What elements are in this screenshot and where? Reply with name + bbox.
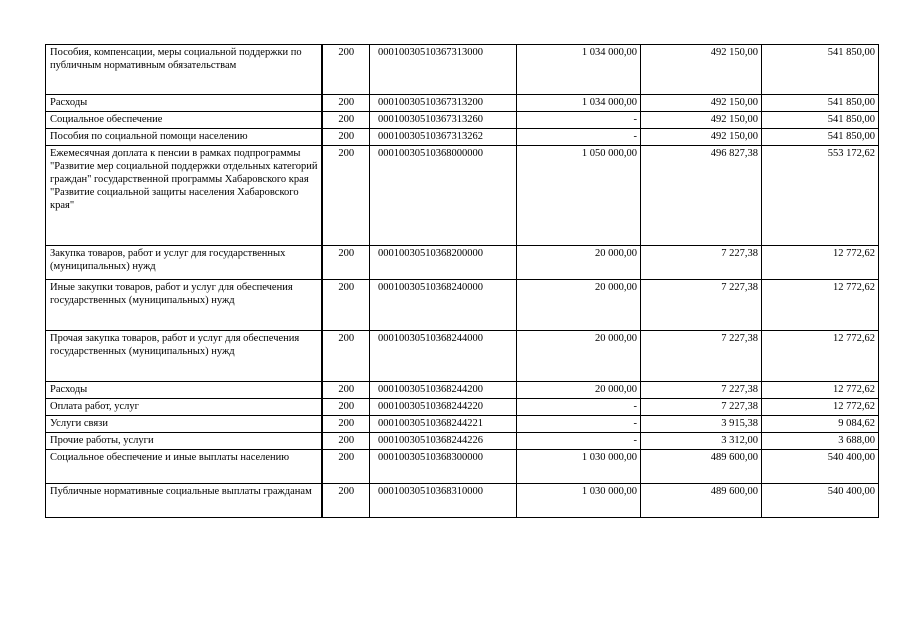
- table-row: [46, 280, 879, 331]
- row-code-cell: 200: [322, 246, 370, 280]
- row-code-cell: 200: [322, 416, 370, 433]
- row-name-cell: Пособия, компенсации, меры социальной поддержки по публичным нормативным обязательствам: [46, 45, 322, 95]
- row-unexecuted-cell: 3 688,00: [762, 433, 879, 450]
- row-kbk-cell: 00010030510368244220: [370, 399, 517, 416]
- table-row: [46, 331, 879, 382]
- row-unexecuted-cell: 9 084,62: [762, 416, 879, 433]
- row-approved-cell: 20 000,00: [517, 331, 641, 382]
- row-name-cell: Закупка товаров, работ и услуг для государственных (муниципальных) нужд: [46, 246, 322, 280]
- row-name-cell: Прочая закупка товаров, работ и услуг для обеспечения государственных (муниципальных) нужд: [46, 331, 322, 382]
- row-unexecuted-cell: 541 850,00: [762, 129, 879, 146]
- row-executed-cell: 489 600,00: [641, 450, 762, 484]
- row-name-cell: Расходы: [46, 95, 322, 112]
- table-row: [46, 95, 879, 112]
- row-code-cell: 200: [322, 95, 370, 112]
- table-body: [46, 45, 879, 518]
- row-unexecuted-cell: 540 400,00: [762, 450, 879, 484]
- row-unexecuted-cell: 541 850,00: [762, 45, 879, 95]
- row-executed-cell: 492 150,00: [641, 45, 762, 95]
- row-executed-cell: 7 227,38: [641, 382, 762, 399]
- table-row: [46, 45, 879, 95]
- row-kbk-cell: 00010030510368244200: [370, 382, 517, 399]
- row-unexecuted-cell: 541 850,00: [762, 95, 879, 112]
- row-executed-cell: 7 227,38: [641, 331, 762, 382]
- row-approved-cell: 20 000,00: [517, 280, 641, 331]
- row-approved-cell: 1 030 000,00: [517, 484, 641, 518]
- row-approved-cell: -: [517, 112, 641, 129]
- table-row: [46, 433, 879, 450]
- row-code-cell: 200: [322, 331, 370, 382]
- table-row: [46, 129, 879, 146]
- row-unexecuted-cell: 12 772,62: [762, 331, 879, 382]
- row-kbk-cell: 00010030510367313262: [370, 129, 517, 146]
- row-code-cell: 200: [322, 484, 370, 518]
- row-approved-cell: -: [517, 433, 641, 450]
- row-executed-cell: 492 150,00: [641, 112, 762, 129]
- row-kbk-cell: 00010030510368244226: [370, 433, 517, 450]
- row-approved-cell: 1 034 000,00: [517, 45, 641, 95]
- row-approved-cell: 20 000,00: [517, 382, 641, 399]
- row-kbk-cell: 00010030510367313200: [370, 95, 517, 112]
- row-kbk-cell: 00010030510368244221: [370, 416, 517, 433]
- row-code-cell: 200: [322, 433, 370, 450]
- row-unexecuted-cell: 12 772,62: [762, 382, 879, 399]
- row-name-cell: Социальное обеспечение и иные выплаты населению: [46, 450, 322, 484]
- row-name-cell: Оплата работ, услуг: [46, 399, 322, 416]
- row-name-cell: Расходы: [46, 382, 322, 399]
- table-row: [46, 382, 879, 399]
- row-kbk-cell: 00010030510368300000: [370, 450, 517, 484]
- row-approved-cell: 1 030 000,00: [517, 450, 641, 484]
- row-executed-cell: 7 227,38: [641, 246, 762, 280]
- row-approved-cell: -: [517, 129, 641, 146]
- row-approved-cell: -: [517, 399, 641, 416]
- row-unexecuted-cell: 12 772,62: [762, 246, 879, 280]
- table-row: [46, 246, 879, 280]
- row-executed-cell: 3 312,00: [641, 433, 762, 450]
- row-code-cell: 200: [322, 382, 370, 399]
- row-code-cell: 200: [322, 450, 370, 484]
- table-row: [46, 450, 879, 484]
- row-unexecuted-cell: 553 172,62: [762, 146, 879, 246]
- row-executed-cell: 3 915,38: [641, 416, 762, 433]
- row-kbk-cell: 00010030510367313260: [370, 112, 517, 129]
- table-row: [46, 112, 879, 129]
- row-kbk-cell: 00010030510368244000: [370, 331, 517, 382]
- row-name-cell: Социальное обеспечение: [46, 112, 322, 129]
- row-name-cell: Прочие работы, услуги: [46, 433, 322, 450]
- table-row: [46, 146, 879, 246]
- row-approved-cell: 1 034 000,00: [517, 95, 641, 112]
- row-name-cell: Ежемесячная доплата к пенсии в рамках подпрограммы "Развитие мер социальной поддержки отдельных категорий граждан" государственной программы Хабаровского края "Развитие социальной защиты населения Хабаровского края": [46, 146, 322, 246]
- row-unexecuted-cell: 12 772,62: [762, 399, 879, 416]
- row-approved-cell: -: [517, 416, 641, 433]
- row-approved-cell: 20 000,00: [517, 246, 641, 280]
- row-executed-cell: 492 150,00: [641, 129, 762, 146]
- row-kbk-cell: 00010030510368200000: [370, 246, 517, 280]
- row-kbk-cell: 00010030510368000000: [370, 146, 517, 246]
- row-code-cell: 200: [322, 129, 370, 146]
- row-executed-cell: 489 600,00: [641, 484, 762, 518]
- row-name-cell: Пособия по социальной помощи населению: [46, 129, 322, 146]
- row-unexecuted-cell: 540 400,00: [762, 484, 879, 518]
- table-row: [46, 416, 879, 433]
- row-executed-cell: 7 227,38: [641, 399, 762, 416]
- row-kbk-cell: 00010030510368240000: [370, 280, 517, 331]
- row-kbk-cell: 00010030510367313000: [370, 45, 517, 95]
- row-code-cell: 200: [322, 112, 370, 129]
- row-code-cell: 200: [322, 280, 370, 331]
- row-name-cell: Публичные нормативные социальные выплаты гражданам: [46, 484, 322, 518]
- row-code-cell: 200: [322, 45, 370, 95]
- table-row: [46, 484, 879, 518]
- row-unexecuted-cell: 541 850,00: [762, 112, 879, 129]
- row-code-cell: 200: [322, 399, 370, 416]
- row-code-cell: 200: [322, 146, 370, 246]
- row-approved-cell: 1 050 000,00: [517, 146, 641, 246]
- budget-execution-table: [45, 44, 879, 518]
- row-name-cell: Иные закупки товаров, работ и услуг для обеспечения государственных (муниципальных) нужд: [46, 280, 322, 331]
- row-name-cell: Услуги связи: [46, 416, 322, 433]
- row-executed-cell: 492 150,00: [641, 95, 762, 112]
- row-unexecuted-cell: 12 772,62: [762, 280, 879, 331]
- row-executed-cell: 496 827,38: [641, 146, 762, 246]
- row-kbk-cell: 00010030510368310000: [370, 484, 517, 518]
- table-row: [46, 399, 879, 416]
- row-executed-cell: 7 227,38: [641, 280, 762, 331]
